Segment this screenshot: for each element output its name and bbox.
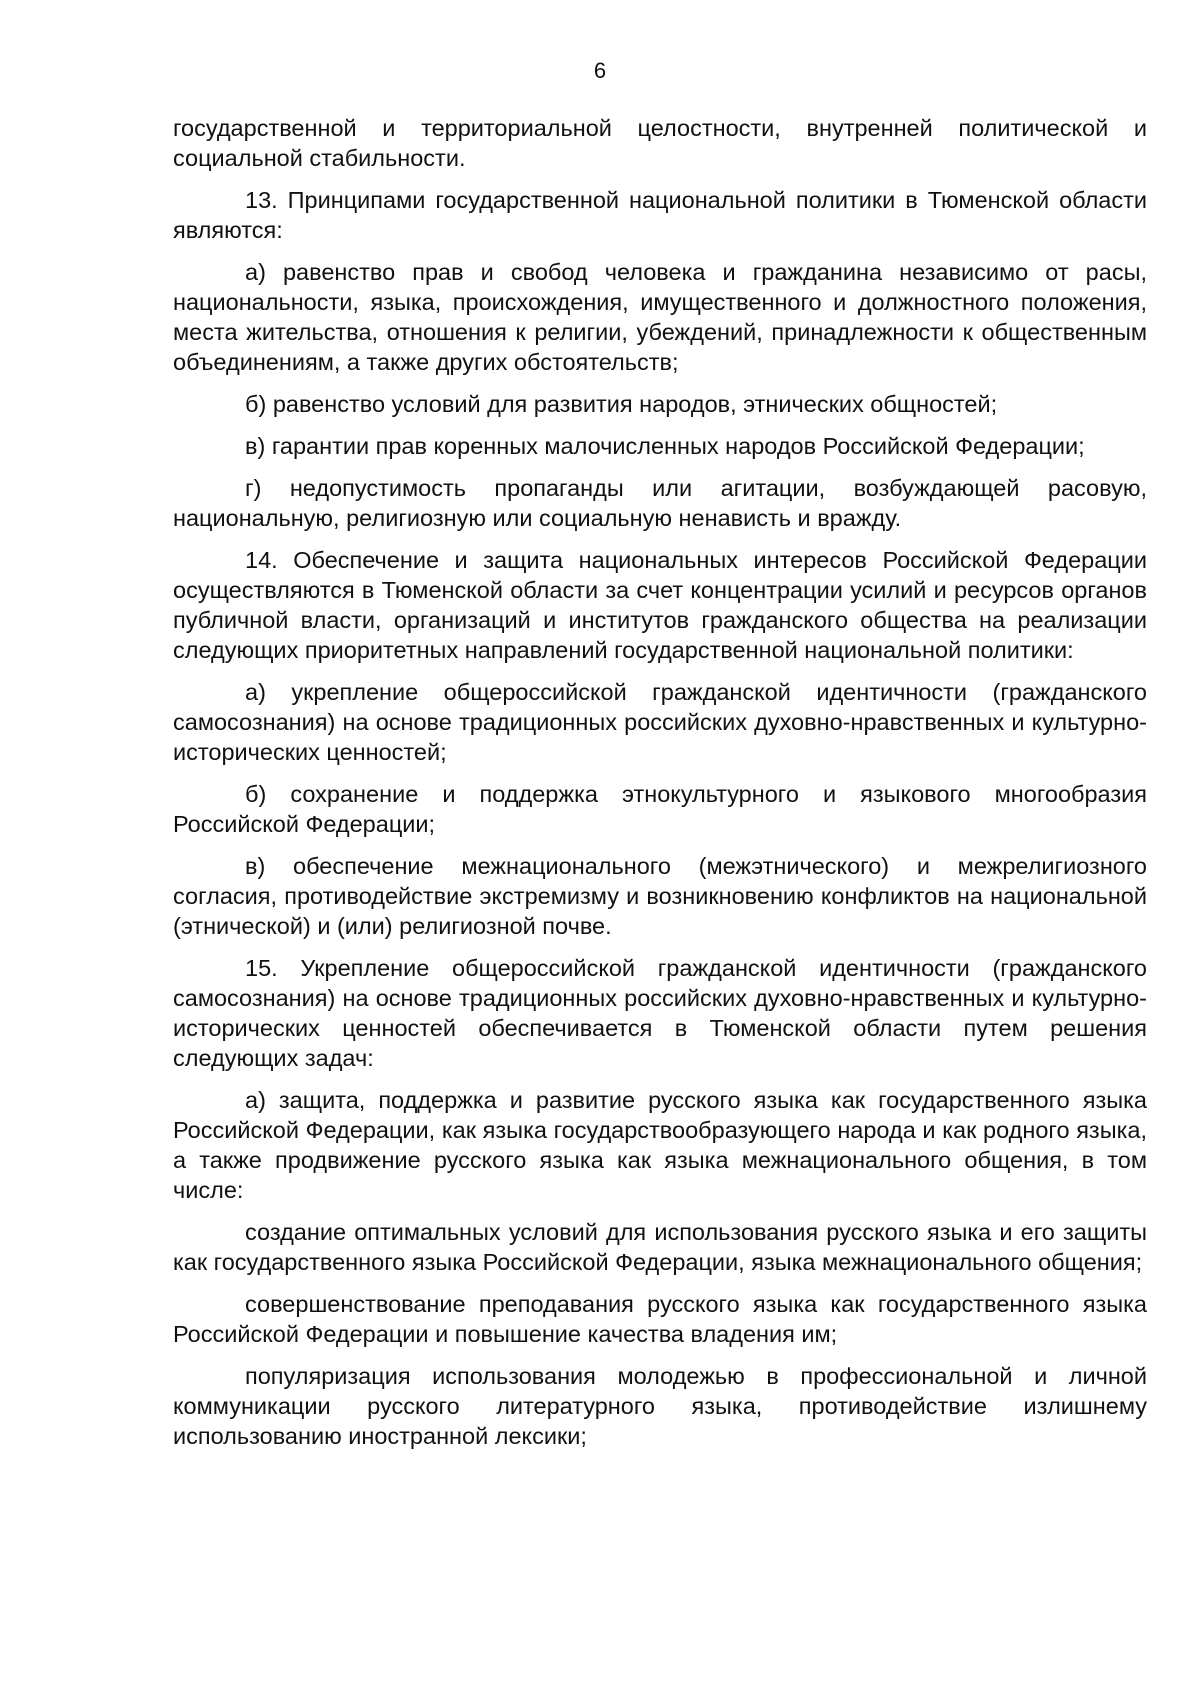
paragraph-item-13: 13. Принципами государственной национальной политики в Тюменской области являются: [173,187,1147,243]
paragraph-sub-item: создание оптимальных условий для использования русского языка и его защиты как государственного языка Российской Федерации, языка межнационального общения; [173,1219,1147,1275]
paragraph-item-14-b: б) сохранение и поддержка этнокультурного и языкового многообразия Российской Федерации; [173,781,1147,837]
paragraph-item-13-a: а) равенство прав и свобод человека и гражданина независимо от расы, национальности, языка, происхождения, имущественного и должностного положения, места жительства, отношения к религии, убеждений, принадлежности к общественным объединениям, а также других обстоятельств; [173,259,1147,375]
document-body [173,113,1147,1463]
paragraph-sub-item: совершенствование преподавания русского языка как государственного языка Российской Федерации и повышение качества владения им; [173,1291,1147,1347]
paragraph-item-15: 15. Укрепление общероссийской гражданской идентичности (гражданского самосознания) на основе традиционных российских духовно-нравственных и культурно-исторических ценностей обеспечивается в Тюменской области путем решения следующих задач: [173,955,1147,1071]
paragraph-item-14: 14. Обеспечение и защита национальных интересов Российской Федерации осуществляются в Тюменской области за счет концентрации усилий и ресурсов органов публичной власти, организаций и институтов гражданского общества на реализации следующих приоритетных направлений государственной национальной политики: [173,547,1147,663]
paragraph-item-14-v: в) обеспечение межнационального (межэтнического) и межрелигиозного согласия, противодействие экстремизму и возникновению конфликтов на национальной (этнической) и (или) религиозной почве. [173,853,1147,939]
paragraph-continuation: государственной и территориальной целостности, внутренней политической и социальной стабильности. [173,115,1147,171]
paragraph-item-14-a: а) укрепление общероссийской гражданской идентичности (гражданского самосознания) на основе традиционных российских духовно-нравственных и культурно-исторических ценностей; [173,679,1147,765]
paragraph-item-13-v: в) гарантии прав коренных малочисленных народов Российской Федерации; [245,433,1085,459]
paragraph-sub-item: популяризация использования молодежью в профессиональной и личной коммуникации русского литературного языка, противодействие излишнему использованию иностранной лексики; [173,1363,1147,1449]
paragraph-item-13-g: г) недопустимость пропаганды или агитации, возбуждающей расовую, национальную, религиозную или социальную ненависть и вражду. [173,475,1147,531]
page-number: 6 [593,58,607,83]
paragraph-item-15-a: а) защита, поддержка и развитие русского языка как государственного языка Российской Федерации, как языка государствообразующего народа и как родного языка, а также продвижение русского языка как языка межнационального общения, в том числе: [173,1087,1147,1203]
paragraph-item-13-b: б) равенство условий для развития народов, этнических общностей; [245,391,998,417]
